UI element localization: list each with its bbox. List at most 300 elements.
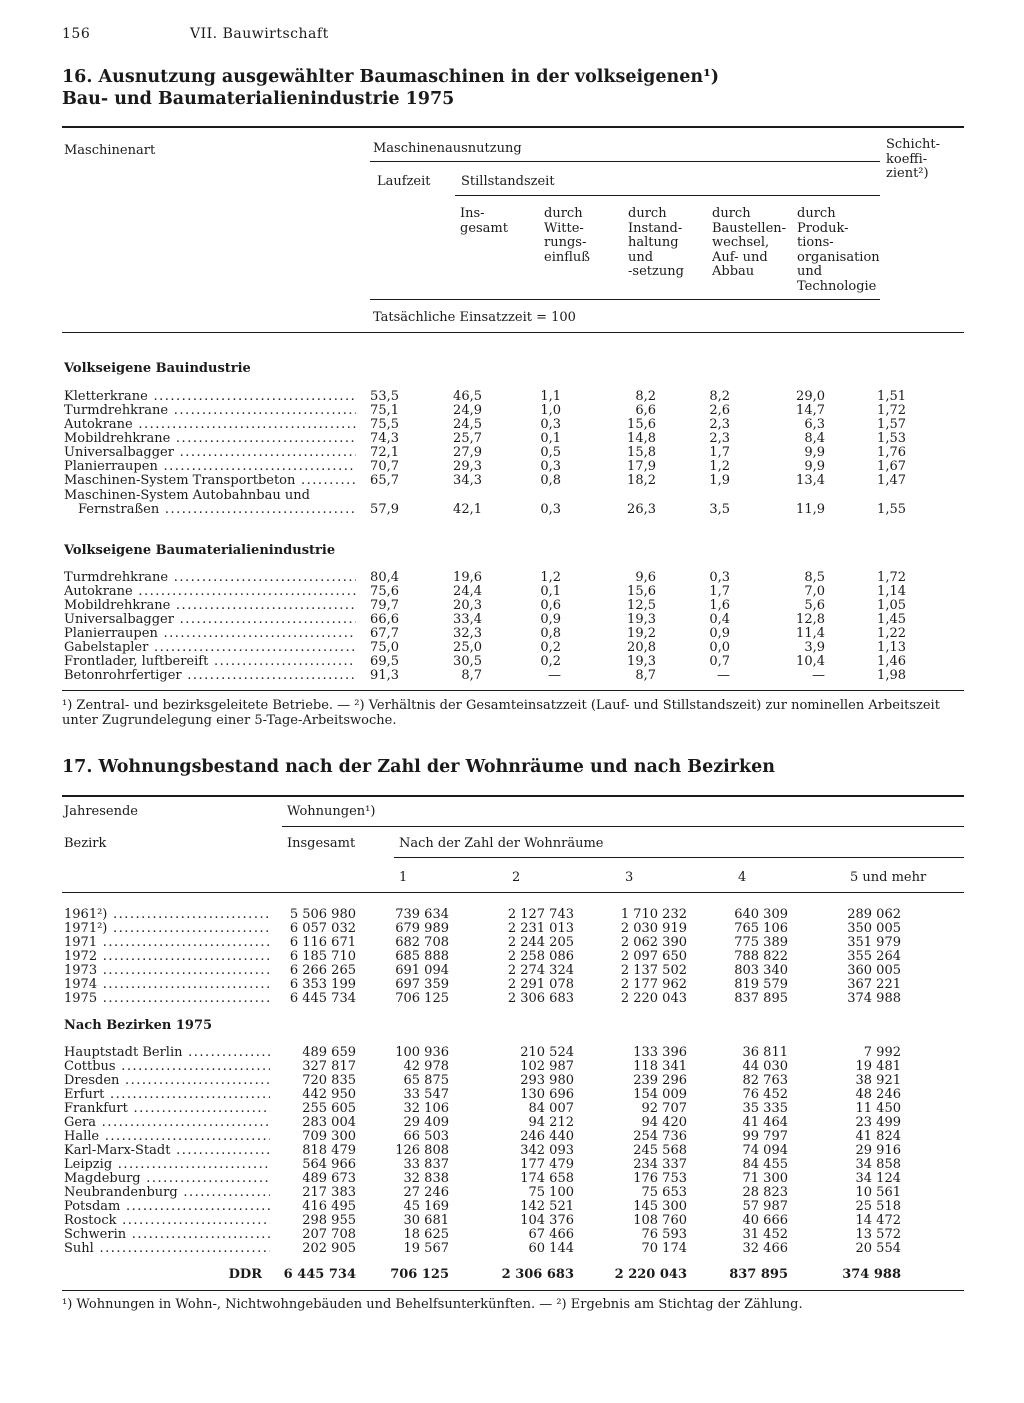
row-value: 355 264	[847, 949, 901, 964]
row-value: 1,98	[877, 668, 906, 683]
table-row	[0, 641, 1024, 655]
row-value: 739 634	[395, 907, 449, 922]
row-value: 1,76	[877, 445, 906, 460]
row-value: 2 258 086	[507, 949, 574, 964]
row-value: 75,0	[370, 640, 399, 655]
row-value: 14,7	[796, 403, 825, 418]
row-value: 75,5	[370, 417, 399, 432]
row-value: 19,3	[627, 612, 656, 627]
t16-head-witterung: durch Witte- rungs- einfluß	[544, 206, 590, 265]
row-value: 40 666	[742, 1213, 788, 1228]
t17-head-col-4: 4	[738, 870, 747, 885]
table-row	[0, 950, 1024, 964]
row-value: 350 005	[847, 921, 901, 936]
row-value: 1,57	[877, 417, 906, 432]
row-value: 145 300	[633, 1199, 687, 1214]
row-value: 1,67	[877, 459, 906, 474]
row-value: 12,8	[796, 612, 825, 627]
row-value: 0,9	[709, 626, 730, 641]
t17-head-wohnungen: Wohnungen¹)	[287, 804, 376, 819]
row-value: 36 811	[742, 1045, 788, 1060]
t17-head-bezirk: Bezirk	[64, 836, 107, 851]
table-17-title: 17. Wohnungsbestand nach der Zahl der Wohnräume und nach Bezirken	[62, 757, 775, 777]
row-value: 685 888	[395, 949, 449, 964]
row-value: 2,3	[709, 417, 730, 432]
t16-head-maschinenart: Maschinenart	[64, 143, 156, 158]
row-value: 775 389	[734, 935, 788, 950]
row-value: 31 452	[742, 1227, 788, 1242]
page-number: 156	[62, 26, 91, 42]
row-value: 25,7	[453, 431, 482, 446]
row-value: 104 376	[520, 1213, 574, 1228]
row-value: 2 306 683	[507, 991, 574, 1006]
row-label: Universalbagger .....	[64, 446, 356, 460]
table-row	[0, 964, 1024, 978]
table-row	[0, 627, 1024, 641]
row-value: 327 817	[302, 1059, 356, 1074]
row-label: Leipzig .....	[64, 1158, 270, 1172]
table-row	[0, 446, 1024, 460]
row-value: 202 905	[302, 1241, 356, 1256]
row-value: 9,9	[804, 459, 825, 474]
table-row	[0, 404, 1024, 418]
row-label: Karl-Marx-Stadt .....	[64, 1144, 270, 1158]
row-label: Autokrane .....	[64, 418, 356, 432]
t16-section-title: Volkseigene Baumaterialienindustrie	[64, 543, 336, 558]
row-value: 246 440	[520, 1129, 574, 1144]
row-value: 76 452	[742, 1087, 788, 1102]
t17-rule-body	[62, 892, 964, 893]
table-row	[0, 390, 1024, 404]
t16-rule-body	[62, 332, 964, 333]
row-value: 17,9	[627, 459, 656, 474]
row-value: 0,8	[540, 473, 561, 488]
row-value: 18,2	[627, 473, 656, 488]
row-value: 2,3	[709, 431, 730, 446]
row-label: Turmdrehkrane .....	[64, 404, 356, 418]
row-value: 1,53	[877, 431, 906, 446]
row-value: 697 359	[395, 977, 449, 992]
row-value: 0,3	[540, 502, 561, 517]
t16-rule-stillstand	[455, 195, 880, 196]
row-value: 19,2	[627, 626, 656, 641]
row-label: Gabelstapler .....	[64, 641, 356, 655]
row-value: 0,1	[540, 431, 561, 446]
row-value: 11,4	[796, 626, 825, 641]
row-value: 29 409	[403, 1115, 449, 1130]
row-label: Universalbagger .....	[64, 613, 356, 627]
row-value: —	[717, 668, 730, 683]
row-value: 24,4	[453, 584, 482, 599]
row-value: 3,5	[709, 502, 730, 517]
row-value: 67,7	[370, 626, 399, 641]
row-value: —	[812, 668, 825, 683]
row-value: 0,4	[709, 612, 730, 627]
row-label-line1: Maschinen-System Autobahnbau und	[64, 488, 310, 503]
table-row	[0, 1116, 1024, 1130]
row-value: 207 708	[302, 1227, 356, 1242]
row-value: 1,46	[877, 654, 906, 669]
row-value: 5,6	[804, 598, 825, 613]
row-value: 640 309	[734, 907, 788, 922]
t16-head-instand: durch Instand- haltung und -setzung	[628, 206, 684, 279]
t16-head-laufzeit: Laufzeit	[377, 174, 431, 189]
row-label: Mobildrehkrane .....	[64, 432, 356, 446]
row-value: 29,0	[796, 389, 825, 404]
row-value: 239 296	[633, 1073, 687, 1088]
row-value: 27 246	[403, 1185, 449, 1200]
table-row	[0, 1060, 1024, 1074]
row-value: 176 753	[633, 1171, 687, 1186]
row-label: 1975 .....	[64, 992, 270, 1006]
row-value: 2 231 013	[507, 921, 574, 936]
row-value: 1,6	[709, 598, 730, 613]
row-value: 2 127 743	[507, 907, 574, 922]
table-row	[0, 1268, 1024, 1282]
row-value: 34 124	[855, 1171, 901, 1186]
row-label: Fernstraßen .....	[78, 503, 356, 517]
row-value: 75 653	[641, 1185, 687, 1200]
row-value: 374 988	[847, 991, 901, 1006]
row-label: 1974 .....	[64, 978, 270, 992]
row-value: 442 950	[302, 1087, 356, 1102]
row-value: 84 455	[742, 1157, 788, 1172]
row-value: 6 266 265	[289, 963, 356, 978]
row-value: 210 524	[520, 1045, 574, 1060]
row-value: 5 506 980	[289, 907, 356, 922]
row-value: 70 174	[641, 1241, 687, 1256]
row-value: 19 481	[855, 1059, 901, 1074]
row-label: Halle .....	[64, 1130, 270, 1144]
row-label: DDR	[228, 1267, 262, 1282]
row-value: 82 763	[742, 1073, 788, 1088]
row-value: 41 464	[742, 1115, 788, 1130]
table-row	[0, 585, 1024, 599]
row-value: 14,8	[627, 431, 656, 446]
table-row	[0, 1074, 1024, 1088]
t17-rule-wohnungen	[282, 826, 964, 827]
t16-section-title: Volkseigene Bauindustrie	[64, 361, 251, 376]
row-value: 72,1	[370, 445, 399, 460]
t16-head-basis: Tatsächliche Einsatzzeit = 100	[373, 310, 576, 325]
row-value: 18 625	[403, 1227, 449, 1242]
row-value: 57 987	[742, 1199, 788, 1214]
running-head: VII. Bauwirtschaft	[190, 26, 329, 42]
row-value: 2 137 502	[620, 963, 687, 978]
row-value: 24,9	[453, 403, 482, 418]
row-value: 92 707	[641, 1101, 687, 1116]
row-value: 1,0	[540, 403, 561, 418]
row-value: 1,22	[877, 626, 906, 641]
row-value: 11,9	[796, 502, 825, 517]
row-value: 130 696	[520, 1087, 574, 1102]
table-row	[0, 488, 1024, 517]
row-value: 69,5	[370, 654, 399, 669]
row-value: 2 177 962	[620, 977, 687, 992]
row-value: 765 106	[734, 921, 788, 936]
row-label: Turmdrehkrane .....	[64, 571, 356, 585]
row-value: 489 659	[302, 1045, 356, 1060]
row-value: 1,51	[877, 389, 906, 404]
row-value: 108 760	[633, 1213, 687, 1228]
table-row	[0, 599, 1024, 613]
table-17-top-rule	[62, 795, 964, 797]
row-label: Dresden .....	[64, 1074, 270, 1088]
row-value: 1,7	[709, 445, 730, 460]
row-value: 6 057 032	[289, 921, 356, 936]
row-value: 367 221	[847, 977, 901, 992]
row-value: 1,7	[709, 584, 730, 599]
row-value: 1,2	[540, 570, 561, 585]
row-value: 142 521	[520, 1199, 574, 1214]
row-value: 44 030	[742, 1059, 788, 1074]
t16-head-baustelle: durch Baustellen- wechsel, Auf- und Abbau	[712, 206, 787, 279]
t16-head-schicht: Schicht- koeffi- zient²)	[886, 137, 940, 181]
t17-footnote: ¹) Wohnungen in Wohn-, Nichtwohngebäuden und Behelfsunterkünften. — ²) Ergebnis am Stichtag der Zählung.	[62, 1297, 803, 1312]
row-value: 0,2	[540, 640, 561, 655]
row-value: 6 185 710	[289, 949, 356, 964]
row-value: 8,4	[804, 431, 825, 446]
row-value: 2 274 324	[507, 963, 574, 978]
t16-rule-ausnutzung	[370, 161, 880, 162]
row-value: 7 992	[863, 1045, 901, 1060]
row-value: 65 875	[403, 1073, 449, 1088]
t17-rule-wohnraeume	[394, 857, 964, 858]
row-value: 66 503	[403, 1129, 449, 1144]
row-value: 0,3	[709, 570, 730, 585]
row-value: 34,3	[453, 473, 482, 488]
row-value: 706 125	[395, 991, 449, 1006]
row-value: 416 495	[302, 1199, 356, 1214]
t17-head-col-3: 3	[625, 870, 634, 885]
row-value: 837 895	[729, 1267, 788, 1282]
row-value: 67 466	[528, 1227, 574, 1242]
row-value: 34 858	[855, 1157, 901, 1172]
row-value: 2 097 650	[620, 949, 687, 964]
row-value: 29 916	[855, 1143, 901, 1158]
row-value: 0,8	[540, 626, 561, 641]
row-value: 28 823	[742, 1185, 788, 1200]
row-value: —	[548, 668, 561, 683]
table-row	[0, 1186, 1024, 1200]
row-value: 53,5	[370, 389, 399, 404]
row-value: 0,1	[540, 584, 561, 599]
row-value: 91,3	[370, 668, 399, 683]
row-value: 0,3	[540, 459, 561, 474]
table-row	[0, 655, 1024, 669]
row-value: 360 005	[847, 963, 901, 978]
table-row	[0, 1172, 1024, 1186]
t16-bottom-rule	[62, 690, 964, 691]
t17-head-col-5: 5 und mehr	[850, 870, 927, 885]
row-value: 30 681	[403, 1213, 449, 1228]
row-value: 94 212	[528, 1115, 574, 1130]
row-label: Maschinen-System Transportbeton .....	[64, 474, 356, 488]
row-value: 0,2	[540, 654, 561, 669]
table-row	[0, 460, 1024, 474]
row-value: 0,9	[540, 612, 561, 627]
row-value: 8,2	[709, 389, 730, 404]
table-16-title: 16. Ausnutzung ausgewählter Baumaschinen in der volkseigenen¹) Bau- und Baumaterialienindustrie 1975	[62, 67, 720, 109]
row-value: 2 244 205	[507, 935, 574, 950]
row-value: 118 341	[633, 1059, 687, 1074]
row-value: 133 396	[633, 1045, 687, 1060]
table-16-top-rule	[62, 126, 964, 128]
row-value: 0,0	[709, 640, 730, 655]
t16-head-produktion: durch Produk- tions- organisation und Technologie	[797, 206, 880, 294]
row-value: 2 291 078	[507, 977, 574, 992]
table-row	[0, 1228, 1024, 1242]
row-value: 11 450	[855, 1101, 901, 1116]
row-label: Schwerin .....	[64, 1228, 270, 1242]
row-value: 2 220 043	[620, 991, 687, 1006]
t17-head-jahresende: Jahresende	[64, 804, 138, 819]
row-value: 8,7	[461, 668, 482, 683]
table-row	[0, 992, 1024, 1006]
row-label: Rostock .....	[64, 1214, 270, 1228]
t17-head-nach-zahl: Nach der Zahl der Wohnräume	[399, 836, 604, 851]
row-value: 33 547	[403, 1087, 449, 1102]
row-value: 788 822	[734, 949, 788, 964]
row-label: Neubrandenburg .....	[64, 1186, 270, 1200]
row-value: 2 306 683	[501, 1267, 574, 1282]
row-value: 2 220 043	[614, 1267, 687, 1282]
row-value: 20,8	[627, 640, 656, 655]
t17-bezirke-title: Nach Bezirken 1975	[64, 1018, 213, 1033]
row-value: 691 094	[395, 963, 449, 978]
row-value: 709 300	[302, 1129, 356, 1144]
row-value: 818 479	[302, 1143, 356, 1158]
row-label: Planierraupen .....	[64, 627, 356, 641]
row-value: 293 980	[520, 1073, 574, 1088]
row-value: 76 593	[641, 1227, 687, 1242]
row-value: 35 335	[742, 1101, 788, 1116]
row-label: Autokrane .....	[64, 585, 356, 599]
row-value: 1 710 232	[620, 907, 687, 922]
row-value: 42,1	[453, 502, 482, 517]
row-value: 1,47	[877, 473, 906, 488]
row-value: 679 989	[395, 921, 449, 936]
row-value: 20 554	[855, 1241, 901, 1256]
row-value: 15,8	[627, 445, 656, 460]
row-value: 7,0	[804, 584, 825, 599]
row-value: 6,3	[804, 417, 825, 432]
row-value: 819 579	[734, 977, 788, 992]
row-value: 720 835	[302, 1073, 356, 1088]
row-value: 100 936	[395, 1045, 449, 1060]
row-label: 1971²) .....	[64, 922, 270, 936]
row-value: 351 979	[847, 935, 901, 950]
row-value: 80,4	[370, 570, 399, 585]
row-value: 33,4	[453, 612, 482, 627]
row-label: Kletterkrane .....	[64, 390, 356, 404]
t16-head-insgesamt: Ins- gesamt	[460, 206, 508, 236]
row-value: 19,3	[627, 654, 656, 669]
row-value: 30,5	[453, 654, 482, 669]
row-value: 75,1	[370, 403, 399, 418]
row-label: 1961²) .....	[64, 908, 270, 922]
row-label: 1972 .....	[64, 950, 270, 964]
row-value: 70,7	[370, 459, 399, 474]
row-value: 48 246	[855, 1087, 901, 1102]
row-value: 489 673	[302, 1171, 356, 1186]
table-row	[0, 613, 1024, 627]
row-value: 1,72	[877, 403, 906, 418]
row-value: 23 499	[855, 1115, 901, 1130]
table-row	[0, 1102, 1024, 1116]
row-value: 3,9	[804, 640, 825, 655]
row-value: 6 445 734	[283, 1267, 356, 1282]
row-value: 29,3	[453, 459, 482, 474]
row-value: 15,6	[627, 584, 656, 599]
row-label: Potsdam .....	[64, 1200, 270, 1214]
row-value: 15,6	[627, 417, 656, 432]
row-value: 9,9	[804, 445, 825, 460]
row-value: 1,72	[877, 570, 906, 585]
row-value: 154 009	[633, 1087, 687, 1102]
row-value: 65,7	[370, 473, 399, 488]
row-value: 682 708	[395, 935, 449, 950]
row-label: Frontlader, luftbereift .....	[64, 655, 356, 669]
row-value: 6,6	[635, 403, 656, 418]
row-value: 1,1	[540, 389, 561, 404]
table-row	[0, 432, 1024, 446]
row-value: 27,9	[453, 445, 482, 460]
t16-head-stillstand: Stillstandszeit	[461, 174, 555, 189]
row-value: 75 100	[528, 1185, 574, 1200]
row-value: 84 007	[528, 1101, 574, 1116]
row-value: 298 955	[302, 1213, 356, 1228]
row-value: 75,6	[370, 584, 399, 599]
row-value: 1,2	[709, 459, 730, 474]
row-value: 803 340	[734, 963, 788, 978]
t16-rule-basis	[370, 299, 880, 300]
row-value: 837 895	[734, 991, 788, 1006]
row-value: 45 169	[403, 1199, 449, 1214]
t16-head-ausnutzung: Maschinenausnutzung	[373, 141, 522, 156]
row-value: 42 978	[403, 1059, 449, 1074]
table-row	[0, 936, 1024, 950]
row-value: 177 479	[520, 1157, 574, 1172]
row-value: 19,6	[453, 570, 482, 585]
row-label: Cottbus .....	[64, 1060, 270, 1074]
row-label: Magdeburg .....	[64, 1172, 270, 1186]
row-value: 6 445 734	[289, 991, 356, 1006]
row-value: 14 472	[855, 1213, 901, 1228]
row-value: 13 572	[855, 1227, 901, 1242]
row-value: 0,6	[540, 598, 561, 613]
row-value: 71 300	[742, 1171, 788, 1186]
row-value: 25 518	[855, 1199, 901, 1214]
table-row	[0, 1130, 1024, 1144]
table-row	[0, 1144, 1024, 1158]
row-label: 1971 .....	[64, 936, 270, 950]
row-value: 66,6	[370, 612, 399, 627]
row-label: Hauptstadt Berlin .....	[64, 1046, 270, 1060]
row-value: 99 797	[742, 1129, 788, 1144]
row-value: 41 824	[855, 1129, 901, 1144]
row-value: 6 116 671	[289, 935, 356, 950]
table-row	[0, 1242, 1024, 1256]
row-value: 1,14	[877, 584, 906, 599]
row-value: 26,3	[627, 502, 656, 517]
row-label: Gera .....	[64, 1116, 270, 1130]
t17-bottom-rule	[62, 1290, 964, 1291]
table-row	[0, 978, 1024, 992]
row-value: 283 004	[302, 1115, 356, 1130]
row-value: 79,7	[370, 598, 399, 613]
row-value: 57,9	[370, 502, 399, 517]
